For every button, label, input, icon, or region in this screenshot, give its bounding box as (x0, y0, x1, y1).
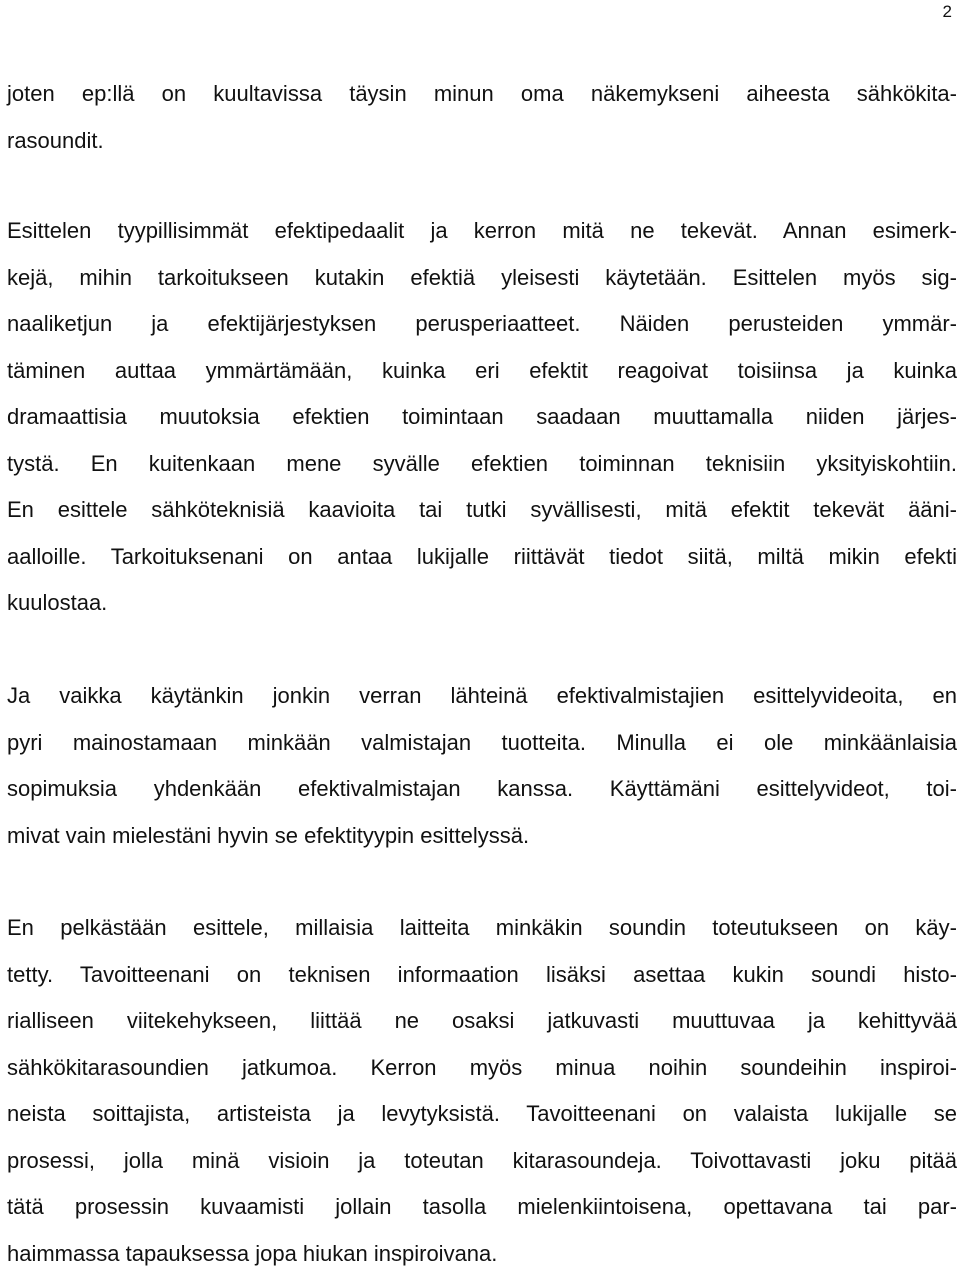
text-line: haimmassa tapauksessa jopa hiukan inspiroivana. (7, 1231, 957, 1277)
text-line: dramaattisia muutoksia efektien toimintaan saadaan muuttamalla niiden järjes- (7, 394, 957, 441)
text-line: sopimuksia yhdenkään efektivalmistajan kanssa. Käyttämäni esittelyvideot, toi- (7, 766, 957, 813)
text-line: joten ep:llä on kuultavissa täysin minun oma näkemykseni aiheesta sähkökita- (7, 71, 957, 118)
text-line: kejä, mihin tarkoitukseen kutakin efektiä yleisesti käytetään. Esittelen myös sig- (7, 255, 957, 302)
text-line: rialliseen viitekehykseen, liittää ne osaksi jatkuvasti muuttuvaa ja kehittyvää (7, 998, 957, 1045)
text-line: Esittelen tyypillisimmät efektipedaalit ja kerron mitä ne tekevät. Annan esimerk- (7, 208, 957, 255)
paragraph-4 (7, 905, 957, 1277)
text-line: aalloille. Tarkoituksenani on antaa lukijalle riittävät tiedot siitä, miltä mikin efekti (7, 534, 957, 581)
text-line: tätä prosessin kuvaamisti jollain tasolla mielenkiintoisena, opettavana tai par- (7, 1184, 957, 1231)
text-line: En esittele sähköteknisiä kaavioita tai tutki syvällisesti, mitä efektit tekevät ääni- (7, 487, 957, 534)
text-line: täminen auttaa ymmärtämään, kuinka eri efektit reagoivat toisiinsa ja kuinka (7, 348, 957, 395)
text-line: naaliketjun ja efektijärjestyksen perusperiaatteet. Näiden perusteiden ymmär- (7, 301, 957, 348)
text-line: tetty. Tavoitteenani on teknisen informaation lisäksi asettaa kukin soundi histo- (7, 952, 957, 999)
text-line: sähkökitarasoundien jatkumoa. Kerron myös minua noihin soundeihin inspiroi- (7, 1045, 957, 1092)
text-line: mivat vain mielestäni hyvin se efektityypin esittelyssä. (7, 813, 957, 860)
text-line: Ja vaikka käytänkin jonkin verran lähteinä efektivalmistajien esittelyvideoita, en (7, 673, 957, 720)
page-number: 2 (943, 2, 952, 22)
paragraph-1 (7, 71, 957, 164)
text-line: pyri mainostamaan minkään valmistajan tuotteita. Minulla ei ole minkäänlaisia (7, 720, 957, 767)
text-line: tystä. En kuitenkaan mene syvälle efektien toiminnan teknisiin yksityiskohtiin. (7, 441, 957, 488)
text-line: neista soittajista, artisteista ja levytyksistä. Tavoitteenani on valaista lukijalle se (7, 1091, 957, 1138)
text-line: En pelkästään esittele, millaisia laitteita minkäkin soundin toteutukseen on käy- (7, 905, 957, 952)
text-line: prosessi, jolla minä visioin ja toteutan kitarasoundeja. Toivottavasti joku pitää (7, 1138, 957, 1185)
text-line: kuulostaa. (7, 580, 957, 627)
paragraph-2 (7, 208, 957, 627)
paragraph-3 (7, 673, 957, 859)
text-line: rasoundit. (7, 118, 957, 165)
